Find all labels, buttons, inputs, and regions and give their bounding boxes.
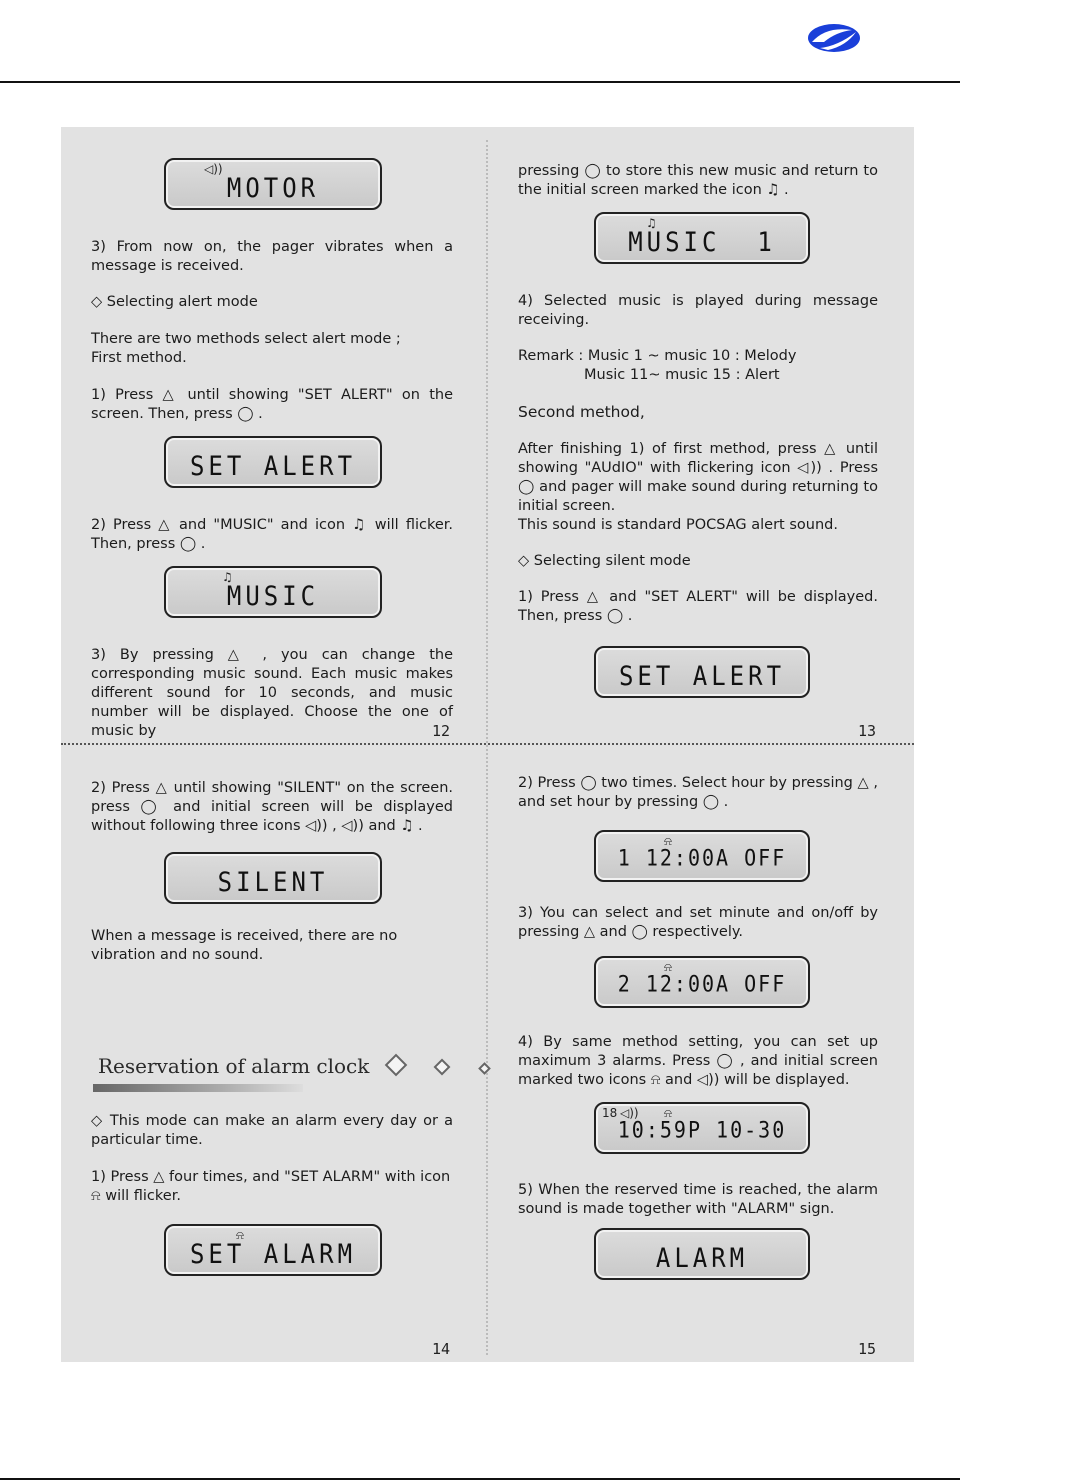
lcd-set-alert: SET ALERT — [164, 436, 382, 488]
status-digits: 18 — [602, 1106, 618, 1120]
p13-para-2: 4) Selected music is played during message receiving. — [518, 293, 878, 328]
music-note-icon: ♫ — [646, 216, 657, 230]
lcd-motor: ◁)) MOTOR — [164, 158, 382, 210]
p13-remark: Remark : Music 1 ~ music 10 : Melody Music 11~ music 15 : Alert — [518, 348, 797, 383]
lcd-alarm-sign: ALARM — [594, 1228, 810, 1280]
bell-icon: ⍾ — [664, 1106, 672, 1120]
page-number-14: 14 — [432, 1340, 451, 1358]
diamond-icon — [384, 1054, 407, 1077]
p15-para-4: 5) When the reserved time is reached, the alarm sound is made together with "ALARM" sign. — [518, 1182, 878, 1217]
p12-para-3: 1) Press △ until showing "SET ALERT" on the screen. Then, press ◯ . — [91, 387, 453, 422]
page-number-12: 12 — [432, 722, 451, 740]
p14-para-1: 2) Press △ until showing "SILENT" on the screen. press ◯ and initial screen will be displayed without following three icons ◁)) , ◁)) and ♫ . — [91, 780, 453, 834]
p12-para-1: 3) From now on, the pager vibrates when a message is received. — [91, 239, 453, 274]
p12-para-4: 2) Press △ and "MUSIC" and icon ♫ will flicker. Then, press ◯ . — [91, 517, 453, 552]
music-note-icon: ♫ — [222, 570, 233, 584]
p12-para-2: There are two methods select alert mode ; First method. — [91, 331, 401, 366]
page-number-13: 13 — [858, 722, 877, 740]
vibrate-icon: ◁)) — [620, 1106, 639, 1120]
page-divider-vertical — [486, 140, 488, 1355]
p14-para-2: When a message is received, there are no vibration and no sound. — [91, 928, 398, 963]
p13-para-5: After finishing 1) of first method, press △ until showing "AUdIO" with flickering icon ◁)) . Press ◯ and pager will make sound during returning to initial screen. This sound is standard POCSAG alert sound. — [518, 441, 878, 533]
lcd-music: ♫ MUSIC — [164, 566, 382, 618]
p12-heading-alert: ◇ Selecting alert mode — [91, 294, 258, 310]
diamond-icon — [434, 1059, 451, 1076]
p13-second-method: Second method, — [518, 403, 645, 421]
vibrate-icon: ◁)) — [204, 162, 223, 176]
bell-icon: ⍾ — [664, 960, 672, 974]
lcd-set-alert-2: SET ALERT — [594, 646, 810, 698]
lcd-alarm-2: ⍾ 2 12:00A OFF — [594, 956, 810, 1008]
p15-para-2: 3) You can select and set minute and on/off by pressing △ and ◯ respectively. — [518, 905, 878, 940]
lcd-alarm-1: ⍾ 1 12:00A OFF — [594, 830, 810, 882]
header-rule — [0, 81, 960, 83]
lcd-initial-screen: 18 ◁)) ⍾ 10:59P 10-30 — [594, 1102, 810, 1154]
p13-para-7: 1) Press △ and "SET ALERT" will be displayed. Then, press ◯ . — [518, 589, 878, 624]
diamond-icon — [479, 1062, 492, 1075]
p12-para-5: 3) By pressing △ , you can change the corresponding music sound. Each music makes different sound for 10 seconds, and music number will be displayed. Choose the one of music by — [91, 647, 453, 739]
section-heading-alarm: Reservation of alarm clock — [98, 1054, 489, 1078]
page-number-15: 15 — [858, 1340, 877, 1358]
p15-para-1: 2) Press ◯ two times. Select hour by pressing △ , and set hour by pressing ◯ . — [518, 775, 878, 810]
bell-icon: ⍾ — [236, 1228, 244, 1242]
p14-para-3: ◇ This mode can make an alarm every day or a particular time. — [91, 1113, 453, 1148]
footer-rule — [0, 1478, 960, 1480]
swoosh-logo-icon — [806, 22, 862, 54]
lcd-music-1: ♫ MUSIC 1 — [594, 212, 810, 264]
p13-para-1: pressing ◯ to store this new music and return to the initial screen marked the icon ♫ . — [518, 163, 878, 198]
p13-heading-silent: ◇ Selecting silent mode — [518, 553, 691, 569]
p15-para-3: 4) By same method setting, you can set up maximum 3 alarms. Press ◯ , and initial screen marked two icons ⍾ and ◁)) will be displayed. — [518, 1034, 878, 1088]
lcd-silent: SILENT — [164, 852, 382, 904]
heading-underline — [93, 1084, 303, 1092]
p14-para-4: 1) Press △ four times, and "SET ALARM" with icon ⍾ will flicker. — [91, 1169, 451, 1204]
bell-icon: ⍾ — [664, 834, 672, 848]
lcd-set-alarm: ⍾ SET ALARM — [164, 1224, 382, 1276]
